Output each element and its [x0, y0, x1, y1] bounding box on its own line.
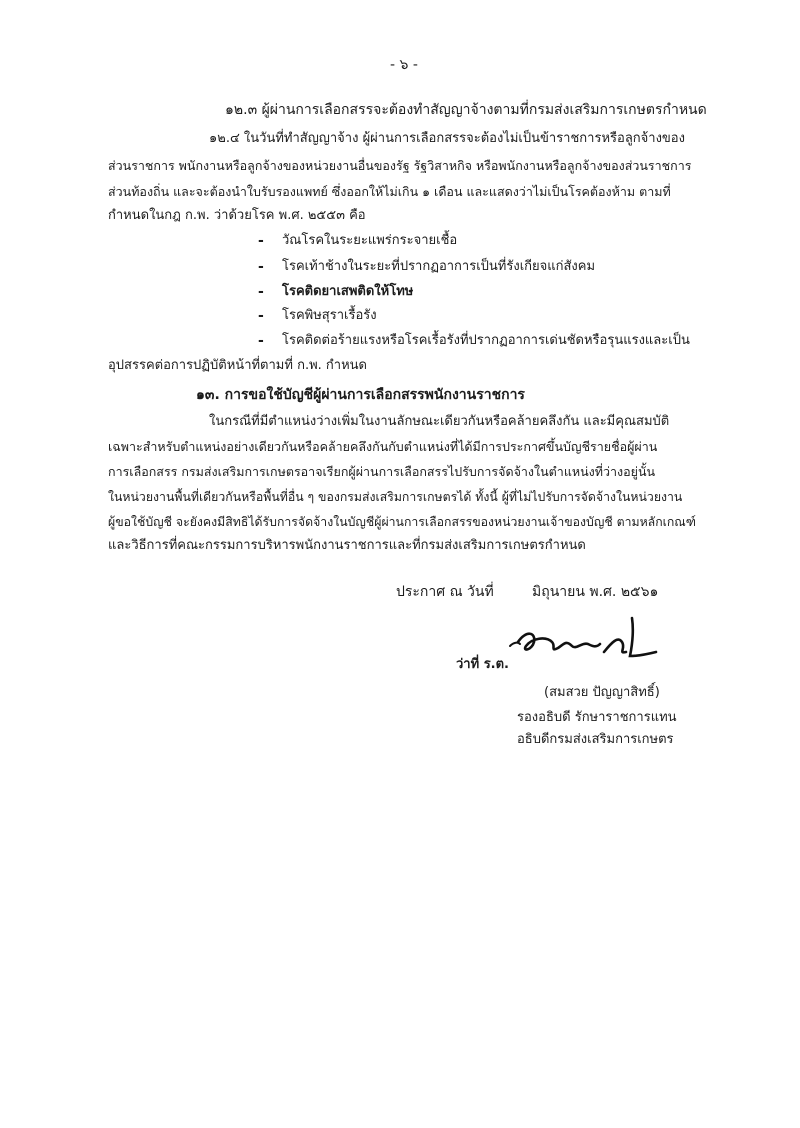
disease-item-1: วัณโรคในระยะแพร่กระจายเชื้อ [282, 233, 458, 248]
section-12-4-line-1: ๑๒.๔ ในวันที่ทำสัญญาจ้าง ผู้ผ่านการเลือกสรรจะต้องไม่เป็นข้าราชการหรือลูกจ้างของ [209, 131, 685, 146]
signatory-name: (สมสวย ปัญญาสิทธิ์) [544, 685, 660, 700]
section-12-3: ๑๒.๓ ผู้ผ่านการเลือกสรรจะต้องทำสัญญาจ้างตามที่กรมส่งเสริมการเกษตรกำหนด [225, 102, 707, 118]
list-bullet: - [258, 284, 264, 300]
section-13-line-5: ผู้ขอใช้บัญชี จะยังคงมีสิทธิได้รับการจัดจ้างในบัญชีผู้ผ่านการเลือกสรรของหน่วยงานเจ้าของบัญชี ตามหลักเกณฑ์ [108, 515, 696, 529]
section-13-line-1: ในกรณีที่มีตำแหน่งว่างเพิ่มในงานลักษณะเดียวกันหรือคล้ายคลึงกัน และมีคุณสมบัติ [209, 414, 670, 429]
section-13-heading: ๑๓. การขอใช้บัญชีผู้ผ่านการเลือกสรรพนักงานราชการ [196, 387, 525, 403]
disease-item-5: โรคติดต่อร้ายแรงหรือโรคเรื้อรังที่ปรากฏอาการเด่นชัดหรือรุนแรงและเป็น [282, 333, 690, 348]
list-bullet: - [258, 233, 264, 249]
disease-item-4: โรคพิษสุราเรื้อรัง [282, 308, 377, 323]
disease-item-5-continuation: อุปสรรคต่อการปฏิบัติหน้าที่ตามที่ ก.พ. กำหนด [108, 358, 367, 373]
section-13-line-3: การเลือกสรร กรมส่งเสริมการเกษตรอาจเรียกผู้ผ่านการเลือกสรรไปรับการจัดจ้างในตำแหน่งที่ว่างอยู่นั้น [108, 464, 656, 479]
section-12-4-line-4: กำหนดในกฎ ก.พ. ว่าด้วยโรค พ.ศ. ๒๕๕๓ คือ [108, 208, 366, 223]
disease-item-3: โรคติดยาเสพติดให้โทษ [282, 284, 414, 299]
list-bullet: - [258, 259, 264, 275]
disease-item-2: โรคเท้าช้างในระยะที่ปรากฏอาการเป็นที่รังเกียจแก่สังคม [282, 259, 596, 274]
section-13-line-6: และวิธีการที่คณะกรรมการบริหารพนักงานราชการและที่กรมส่งเสริมการเกษตรกำหนด [108, 538, 586, 553]
section-12-4-line-3: ส่วนท้องถิ่น และจะต้องนำใบรับรองแพทย์ ซึ่งออกให้ไม่เกิน ๑ เดือน และแสดงว่าไม่เป็นโรคต้องห้าม ตามที่ [108, 184, 671, 199]
signature-title-note: ว่าที่ ร.ต. [456, 657, 509, 672]
list-bullet: - [258, 333, 264, 349]
announcement-date: มิถุนายน พ.ศ. ๒๕๖๑ [532, 584, 659, 600]
signatory-position-line-2: อธิบดีกรมส่งเสริมการเกษตร [517, 732, 674, 747]
section-13-line-4: ในหน่วยงานพื้นที่เดียวกันหรือพื้นที่อื่น ๆ ของกรมส่งเสริมการเกษตรได้ ทั้งนี้ ผู้ที่ไม่ไปรับการจัดจ้างในหน่วยงาน [108, 490, 683, 504]
list-bullet: - [258, 308, 264, 324]
announcement-prefix: ประกาศ ณ วันที่ [396, 584, 494, 600]
page-number: - ๖ - [390, 57, 418, 73]
section-13-line-2: เฉพาะสำหรับตำแหน่งอย่างเดียวกันหรือคล้ายคลึงกันกับตำแหน่งที่ได้มีการประกาศขึ้นบัญชีรายชื่อผู้ผ่าน [108, 439, 658, 454]
handwritten-signature [500, 612, 670, 672]
signatory-position-line-1: รองอธิบดี รักษาราชการแทน [517, 710, 677, 725]
section-12-4-line-2: ส่วนราชการ พนักงานหรือลูกจ้างของหน่วยงานอื่นของรัฐ รัฐวิสาหกิจ หรือพนักงานหรือลูกจ้างของส่วนราชการ [108, 158, 692, 173]
